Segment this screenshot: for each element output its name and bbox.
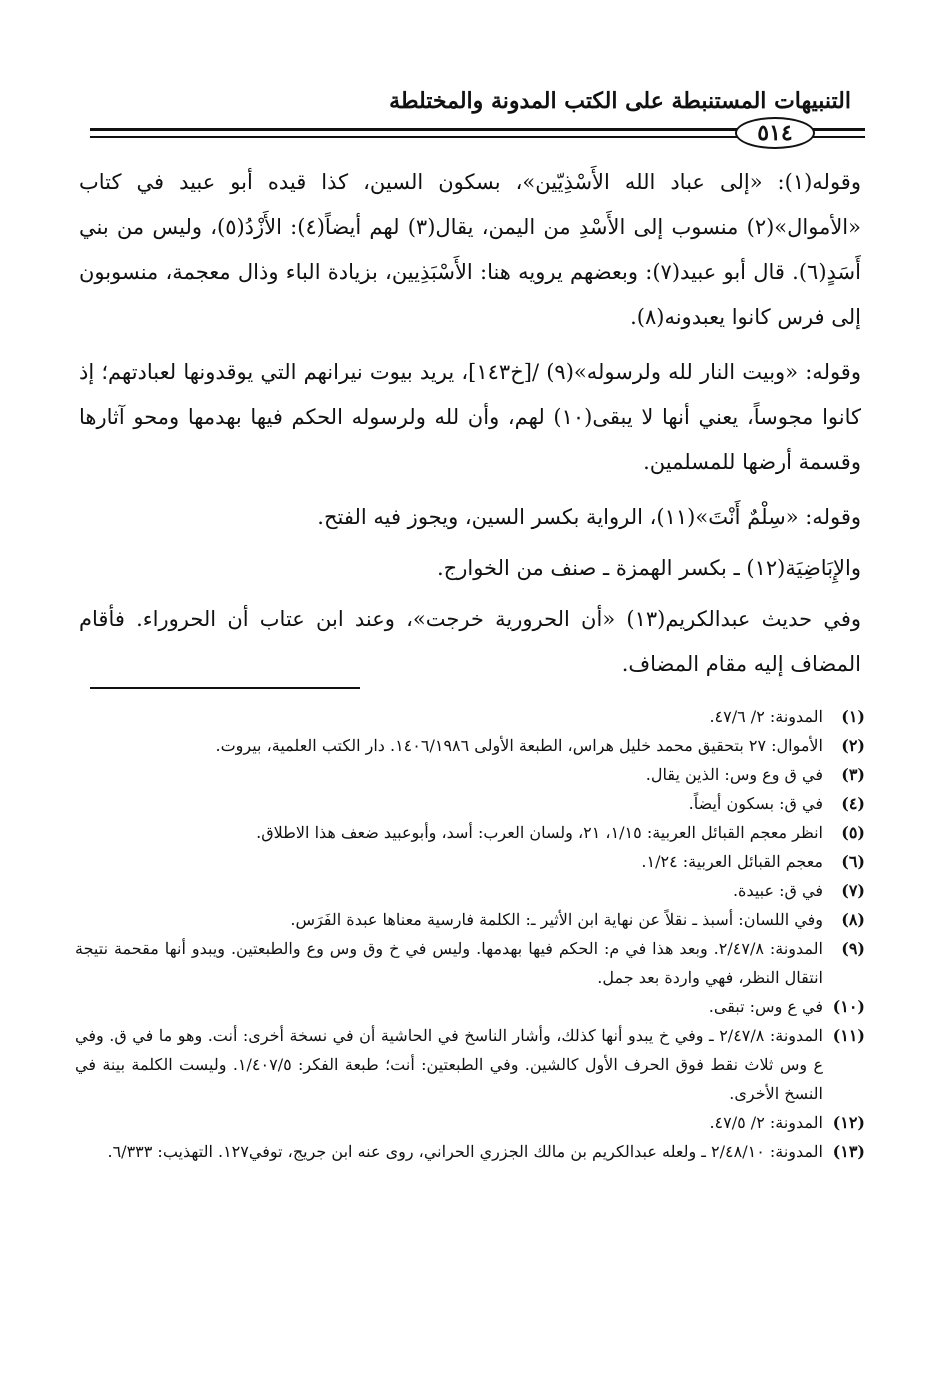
footnote-text: المدونة: ٢/٤٧/٨ ـ وفي خ يبدو أنها كذلك، وأشار الناسخ في الحاشية أن في نسخة أخرى: أنت. وهو ما في ق. وفي ع وس ثلاث نقط فوق الحرف الأول كالشين. وفي الطبعتين: أنت؛ طبعة الفكر: ١/٤٠٧/٥. وليست الكلمة بينة في النسخ الأخرى.: [75, 1026, 824, 1103]
footnote-text: في ق وع وس: الذين يقال.: [645, 765, 823, 784]
footnote-number: (٢): [841, 736, 865, 755]
footnote-number: (٥): [841, 823, 865, 842]
footnote-number: (١١): [832, 1026, 865, 1045]
footnote-number: (٩): [841, 939, 865, 958]
footnote-number: (٤): [841, 794, 865, 813]
paragraph-bayt-al-nar: وقوله: «وبيت النار لله ولرسوله»(٩) /[خ١٤٣]، يريد بيوت نيرانهم التي يوقدونها لعبادتهم؛ إذ كانوا مجوساً، يعني أنها لا يبقى(١٠) لهم، وأن لله ولرسوله الحكم فيها بهدمها ومحو آثارها وقسمة أرضها للمسلمين.: [79, 360, 861, 474]
footnote-text: في ع وس: تبقى.: [708, 997, 823, 1016]
footnote-item: [75, 702, 865, 731]
paragraph-asbadhiyin: وقوله(١): «إلى عباد الله الأَسْذِيّين»، بسكون السين، كذا قيده أبو عبيد في كتاب «الأموال»(٢) منسوب إلى الأَسْدِ من اليمن، يقال(٣) لهم أيضاً(٤): الأَزْدُ(٥)، وليس من بني أَسَدٍ(٦). قال أبو عبيد(٧): وبعضهم يرويه هنا: الأَسْبَذِيين، بزيادة الباء وذال معجمة، منسوبون إلى فرس كانوا يعبدونه(٨).: [79, 170, 861, 329]
footnote-item: [75, 934, 865, 992]
footnote-item: [75, 818, 865, 847]
footnote-item: [75, 1137, 865, 1166]
footnote-text: المدونة: ٢/٤٧/٨. وبعد هذا في م: الحكم فيها بهدمها. وليس في خ وق وس وع والطبعتين. ويبدو أنها مقحمة نتيجة انتقال النظر، فهي واردة بعد جمل.: [75, 939, 823, 987]
paragraph-ibadiyya: والإِبَاضِيَة(١٢) ـ بكسر الهمزة ـ صنف من الخوارج.: [436, 556, 861, 580]
footnote-item: [75, 1021, 865, 1108]
footnote-number: (٧): [841, 881, 865, 900]
page-number-badge: ٥١٤: [735, 117, 815, 149]
footnote-text: المدونة: ٢/٤٨/١٠ ـ ولعله عبدالكريم بن مالك الجزري الحراني، روى عنه ابن جريج، توفي١٢٧. التهذيب: ٦/٣٣٣.: [107, 1142, 823, 1161]
footnote-item: [75, 992, 865, 1021]
footnote-text: معجم القبائل العربية: ١/٢٤.: [641, 852, 823, 871]
paragraph-haruriyya: وفي حديث عبدالكريم(١٣) «أن الحرورية خرجت»، وعند ابن عتاب أن الحروراء. فأقام المضاف إليه مقام المضاف.: [79, 607, 861, 676]
footnote-text: المدونة: ٢/ ٤٧/٥.: [709, 1113, 823, 1132]
footnote-number: (١٢): [832, 1113, 865, 1132]
footnote-number: (٦): [841, 852, 865, 871]
footnote-number: (١٣): [832, 1142, 865, 1161]
footnote-text: في ق: بسكون أيضاً.: [688, 794, 823, 813]
footnote-text: الأموال: ٢٧ بتحقيق محمد خليل هراس، الطبعة الأولى ١٤٠٦/١٩٨٦. دار الكتب العلمية، بيروت.: [215, 736, 823, 755]
footnote-item: [75, 789, 865, 818]
footnote-text: انظر معجم القبائل العربية: ١/١٥، ٢١، ولسان العرب: أسد، وأبوعبيد ضعف هذا الاطلاق.: [256, 823, 823, 842]
footnote-item: [75, 847, 865, 876]
footnote-text: في ق: عبيدة.: [732, 881, 823, 900]
footnote-item: [75, 731, 865, 760]
footnote-number: (١٠): [832, 997, 865, 1016]
footnote-item: [75, 876, 865, 905]
footnote-item: [75, 905, 865, 934]
footnote-text: المدونة: ٢/ ٤٧/٦.: [709, 707, 823, 726]
paragraph-silm-anta: وقوله: «سِلْمٌ أَنْتَ»(١١)، الرواية بكسر السين، ويجوز فيه الفتح.: [317, 505, 861, 529]
main-text: [79, 160, 861, 697]
footnote-number: (٣): [841, 765, 865, 784]
header-rule-thin: [90, 136, 743, 138]
footnote-item: [75, 1108, 865, 1137]
running-header-title: التنبيهات المستنبطة على الكتب المدونة والمختلطة: [389, 88, 851, 114]
footnotes-list: [75, 702, 865, 1166]
footnote-number: (٨): [841, 910, 865, 929]
footnote-text: وفي اللسان: أسبذ ـ نقلاً عن نهاية ابن الأثير ـ: الكلمة فارسية معناها عبدة الفَرَس.: [290, 910, 823, 929]
footnote-separator: [90, 687, 360, 689]
footnote-item: [75, 760, 865, 789]
header-rule-right: [810, 136, 865, 138]
footnote-number: (١): [841, 707, 865, 726]
